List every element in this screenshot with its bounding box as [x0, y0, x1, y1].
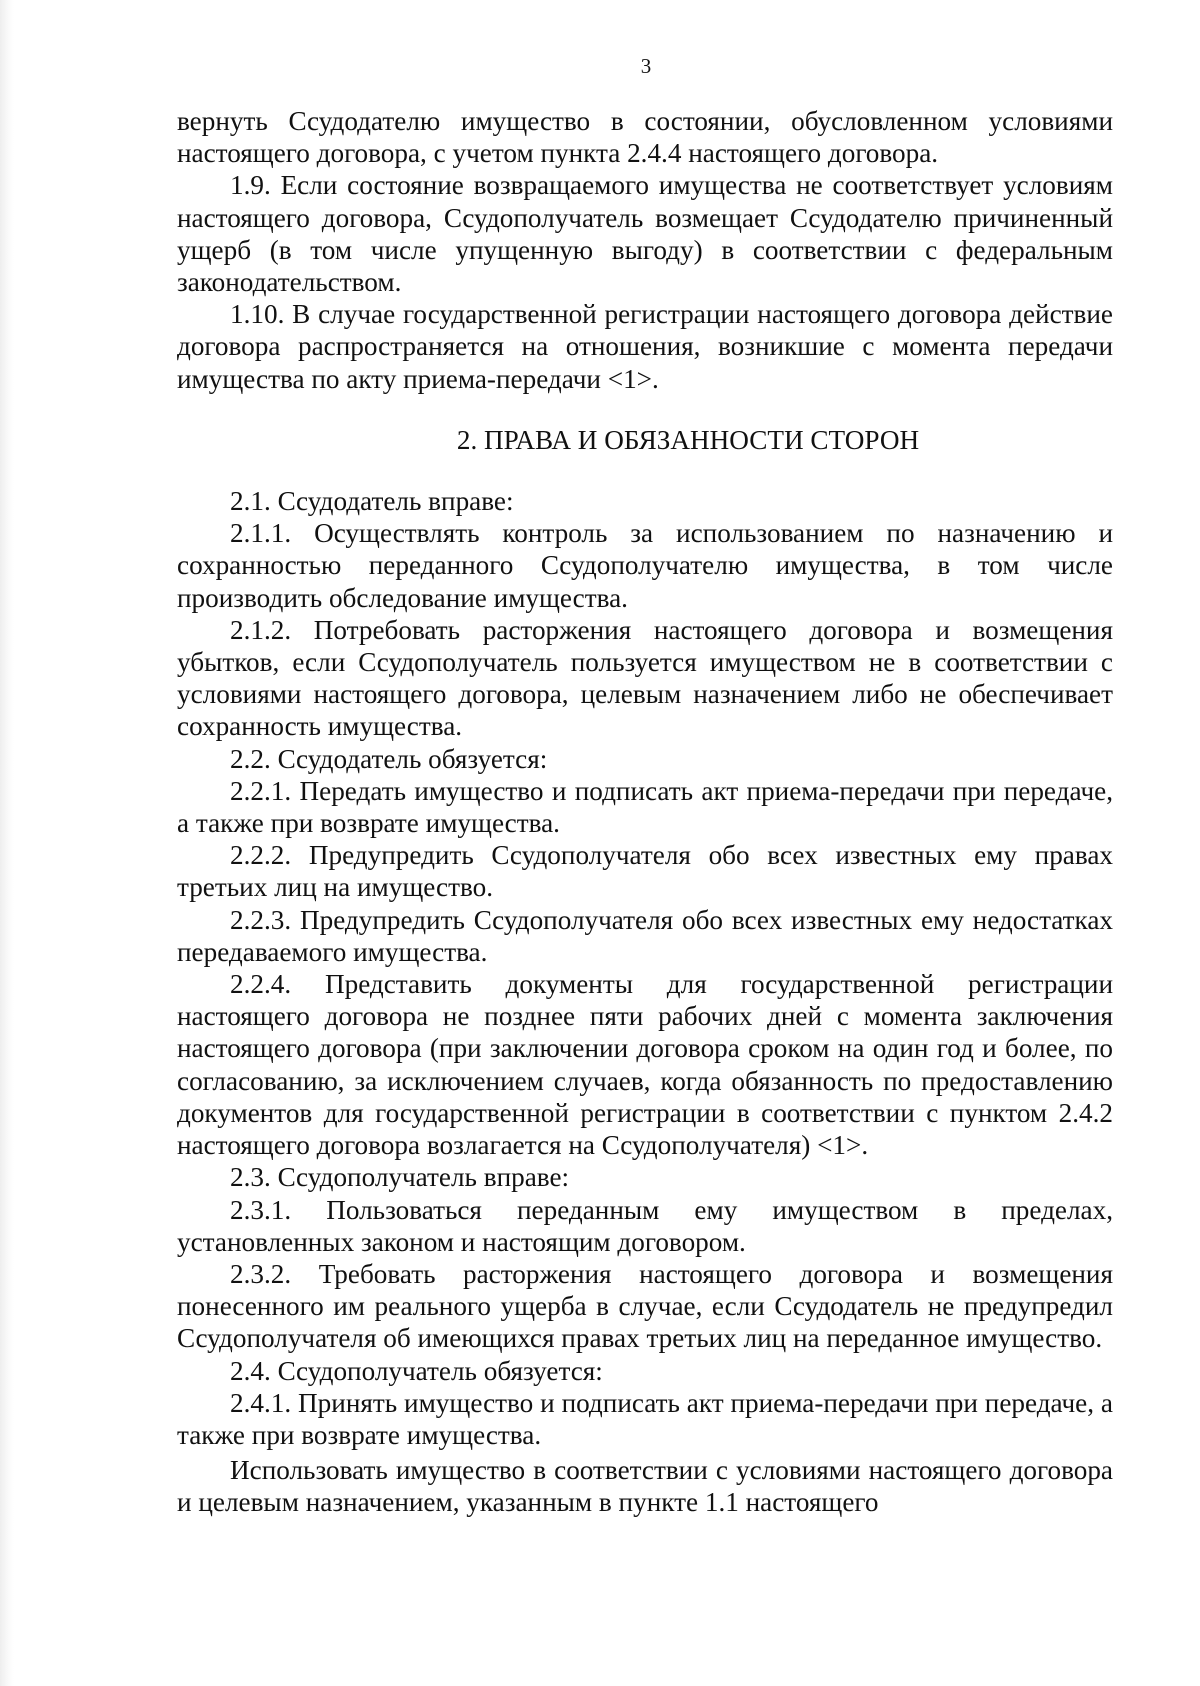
paragraph-1-9: 1.9. Если состояние возвращаемого имущества не соответствует условиям настоящего договора, Ссудополучатель возмещает Ссудодателю причиненный ущерб (в том числе упущенную выгоду) в соответствии с федеральным законодательством.	[177, 170, 1113, 298]
paragraph-2-1-1: 2.1.1. Осуществлять контроль за использованием по назначению и сохранностью переданного Ссудополучателю имущества, в том числе производить обследование имущества.	[177, 518, 1113, 613]
paragraph-2-3-2: 2.3.2. Требовать расторжения настоящего договора и возмещения понесенного им реального ущерба в случае, если Ссудодатель не предупредил Ссудополучателя об имеющихся правах третьих лиц на переданное имущество.	[177, 1258, 1113, 1354]
paragraph-2-1-2: 2.1.2. Потребовать расторжения настоящего договора и возмещения убытков, если Ссудополучатель пользуется имуществом не в соответствии с условиями настоящего договора, целевым назначением либо не обеспечивает сохранность имущества.	[177, 614, 1113, 742]
paragraph-2-2-3: 2.2.3. Предупредить Ссудополучателя обо всех известных ему недостатках передаваемого имущества.	[177, 904, 1113, 967]
paragraph-usage: Использовать имущество в соответствии с условиями настоящего договора и целевым назначением, указанным в пункте 1.1 настоящего	[177, 1455, 1113, 1518]
paragraph-2-2-1: 2.2.1. Передать имущество и подписать акт приема-передачи при передаче, а также при возврате имущества.	[177, 775, 1113, 839]
paragraph-2-4: 2.4. Ссудополучатель обязуется:	[230, 1355, 603, 1386]
page-number: 3	[640, 54, 652, 78]
paragraph-1-10: 1.10. В случае государственной регистрации настоящего договора действие договора распространяется на отношения, возникшие с момента передачи имущества по акту приема-передачи <1>.	[177, 299, 1113, 394]
document-body	[177, 105, 1113, 1519]
section-title: 2. ПРАВА И ОБЯЗАННОСТИ СТОРОН	[456, 424, 920, 455]
paragraph-continuation: вернуть Ссудодателю имущество в состоянии, обусловленном условиями настоящего договора, с учетом пункта 2.4.4 настоящего договора.	[177, 106, 1113, 169]
paragraph-2-2-2: 2.2.2. Предупредить Ссудополучателя обо всех известных ему правах третьих лиц на имущество.	[177, 840, 1113, 903]
paragraph-2-2: 2.2. Ссудодатель обязуется:	[230, 743, 548, 774]
scan-edge	[0, 0, 14, 1686]
paragraph-2-3: 2.3. Ссудополучатель вправе:	[230, 1162, 570, 1193]
paragraph-2-2-4: 2.2.4. Представить документы для государственной регистрации настоящего договора не позднее пяти рабочих дней с момента заключения настоящего договора (при заключении договора сроком на один год и более, по согласованию, за исключением случаев, когда обязанность по предоставлению документов для государственной регистрации в соответствии с пунктом 2.4.2 настоящего договора возлагается на Ссудополучателя) <1>.	[177, 969, 1113, 1161]
paragraph-2-4-1: 2.4.1. Принять имущество и подписать акт приема-передачи при передаче, а также при возврате имущества.	[177, 1387, 1113, 1450]
paragraph-2-1: 2.1. Ссудодатель вправе:	[230, 486, 514, 517]
paragraph-2-3-1: 2.3.1. Пользоваться переданным ему имуществом в пределах, установленных законом и настоящим договором.	[177, 1194, 1113, 1257]
